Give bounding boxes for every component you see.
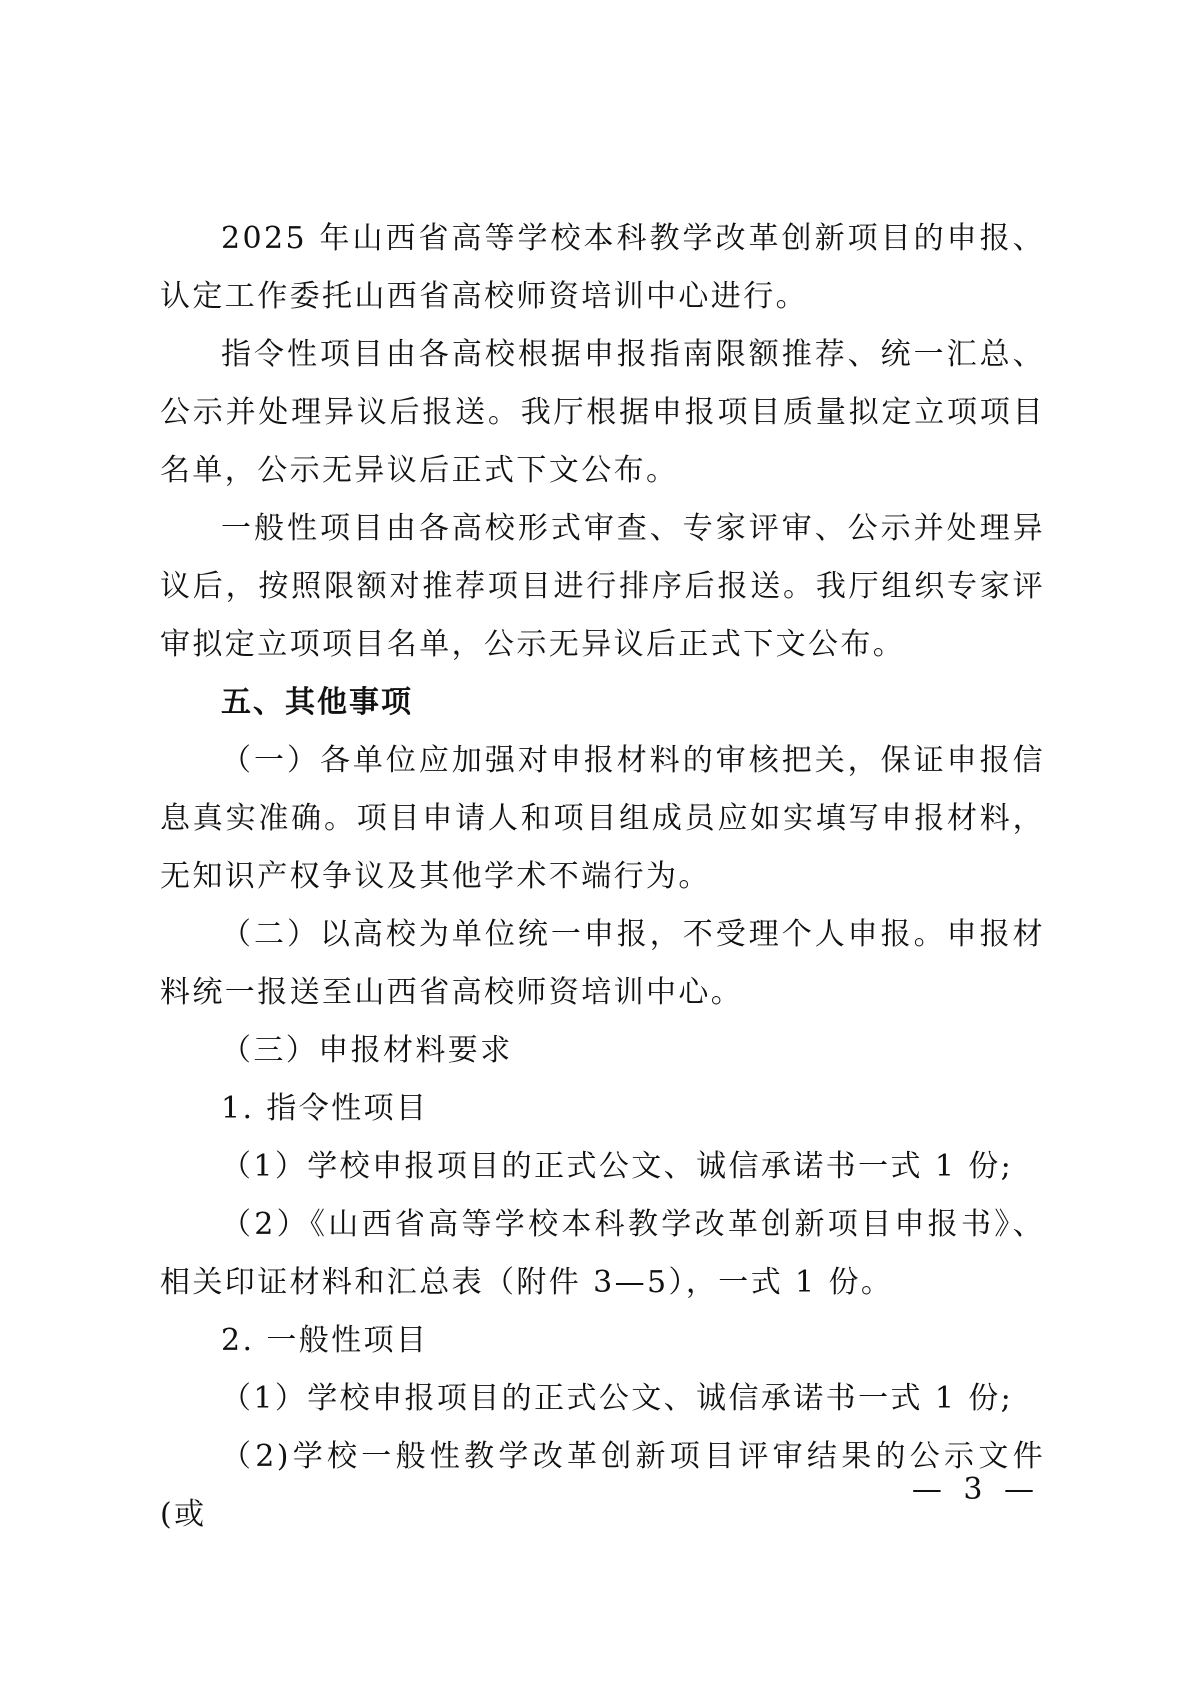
page-number: — 3 — <box>911 1472 1040 1507</box>
paragraph-item-2: （二）以高校为单位统一申报，不受理个人申报。申报材料统一报送至山西省高校师资培训中心。 <box>160 917 1045 1010</box>
paragraph-item-3: （三）申报材料要求 <box>221 1033 513 1068</box>
paragraph-item-1: （一）各单位应加强对申报材料的审核把关，保证申报信息真实准确。项目申请人和项目组成员应如实填写申报材料，无知识产权争议及其他学术不端行为。 <box>160 743 1045 894</box>
paragraph-application-entrusted: 2025 年山西省高等学校本科教学改革创新项目的申报、认定工作委托山西省高校师资培训中心进行。 <box>160 221 1045 314</box>
list-item-mandatory-2: （2）《山西省高等学校本科教学改革创新项目申报书》、相关印证材料和汇总表（附件 3—5），一式 1 份。 <box>160 1207 1045 1300</box>
list-item-mandatory-1: （1）学校申报项目的正式公文、诚信承诺书一式 1 份; <box>221 1149 1014 1184</box>
paragraph-general-projects: 一般性项目由各高校形式审查、专家评审、公示并处理异议后，按照限额对推荐项目进行排序后报送。我厅组织专家评审拟定立项项目名单，公示无异议后正式下文公布。 <box>160 511 1045 662</box>
subheading-mandatory: 1. 指令性项目 <box>221 1091 429 1126</box>
section-heading-other-matters: 五、其他事项 <box>221 685 413 720</box>
list-item-general-2: （2)学校一般性教学改革创新项目评审结果的公示文件(或 <box>160 1439 1045 1532</box>
document-body <box>160 210 1045 1544</box>
paragraph-mandatory-projects: 指令性项目由各高校根据申报指南限额推荐、统一汇总、公示并处理异议后报送。我厅根据申报项目质量拟定立项项目名单，公示无异议后正式下文公布。 <box>160 337 1045 488</box>
list-item-general-1: （1）学校申报项目的正式公文、诚信承诺书一式 1 份; <box>221 1381 1014 1416</box>
subheading-general: 2. 一般性项目 <box>221 1323 429 1358</box>
